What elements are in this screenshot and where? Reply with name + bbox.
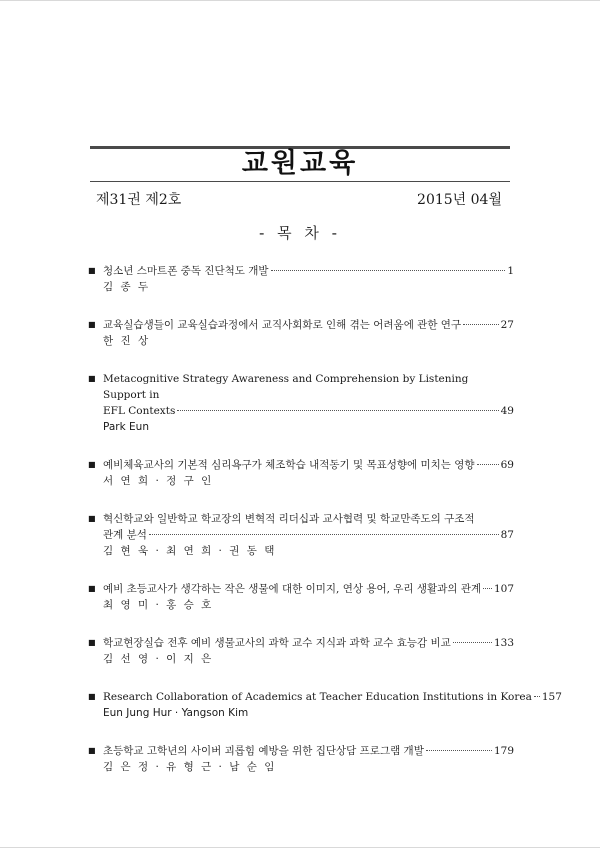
article-title: 혁신학교와 일반학교 학교장의 변혁적 리더십과 교사협력 및 학교만족도의 구조적 <box>103 513 475 525</box>
toc-entry[interactable] <box>88 263 514 295</box>
dot-leader <box>149 534 499 535</box>
dot-leader <box>177 410 498 411</box>
square-bullet-icon: ■ <box>88 460 96 469</box>
article-authors: 김 선 영 · 이 지 은 <box>103 653 214 665</box>
article-authors: 한 진 상 <box>103 335 151 347</box>
toc-entry[interactable] <box>88 743 514 775</box>
square-bullet-icon: ■ <box>88 514 96 523</box>
article-title: Research Collaboration of Academics at Teacher Education Institutions in Korea <box>103 691 532 703</box>
dot-leader <box>426 750 492 751</box>
article-authors: 김 종 두 <box>103 281 151 293</box>
article-title: 교육실습생들이 교육실습과정에서 교직사회화로 인해 겪는 어려움에 관한 연구 <box>103 319 462 331</box>
page-number: 27 <box>500 319 514 331</box>
article-authors: 최 영 미 · 홍 승 호 <box>103 599 214 611</box>
toc-entry[interactable] <box>88 457 514 489</box>
article-title: 예비 초등교사가 생각하는 작은 생물에 대한 이미지, 연상 용어, 우리 생활과의 관계 <box>103 583 482 595</box>
dot-leader <box>271 270 506 271</box>
article-authors: Eun Jung Hur · Yangson Kim <box>103 707 249 719</box>
article-authors: 서 연 희 · 정 구 인 <box>103 475 214 487</box>
toc-entry[interactable] <box>88 511 514 559</box>
page-number: 87 <box>500 529 514 541</box>
article-title: 학교현장실습 전후 예비 생물교사의 과학 교수 지식과 과학 교수 효능감 비교 <box>103 637 451 649</box>
article-title-continued: EFL Contexts <box>103 405 176 417</box>
toc-heading: - 목 차 - <box>258 224 342 242</box>
square-bullet-icon: ■ <box>88 374 96 383</box>
dot-leader <box>483 588 492 589</box>
toc-entry[interactable] <box>88 581 514 613</box>
journal-title: 교원교육 <box>241 148 359 179</box>
toc-entry[interactable] <box>88 371 514 435</box>
square-bullet-icon: ■ <box>88 266 96 275</box>
article-title-continued: 관계 분석 <box>103 529 147 541</box>
square-bullet-icon: ■ <box>88 584 96 593</box>
page-number: 179 <box>493 745 514 757</box>
toc-entry[interactable] <box>88 635 514 667</box>
article-authors: 김 은 정 · 유 형 근 · 남 순 임 <box>103 761 277 773</box>
publication-date: 2015년 04월 <box>417 192 502 208</box>
header-rule-bottom <box>90 181 510 182</box>
page-border-top <box>0 0 600 1</box>
square-bullet-icon: ■ <box>88 746 96 755</box>
square-bullet-icon: ■ <box>88 692 96 701</box>
article-title: 청소년 스마트폰 중독 진단척도 개발 <box>103 265 269 277</box>
article-authors: Park Eun <box>103 421 149 433</box>
dot-leader <box>534 696 540 697</box>
page-number: 133 <box>493 637 514 649</box>
page-number: 1 <box>507 265 514 277</box>
article-title: Metacognitive Strategy Awareness and Comprehension by Listening Support in <box>103 373 469 401</box>
article-title: 초등학교 고학년의 사이버 괴롭힘 예방을 위한 집단상담 프로그램 개발 <box>103 745 424 757</box>
square-bullet-icon: ■ <box>88 638 96 647</box>
volume-issue: 제31권 제2호 <box>96 192 182 208</box>
toc-entry[interactable] <box>88 689 562 721</box>
page-number: 49 <box>500 405 514 417</box>
article-authors: 김 현 욱 · 최 연 희 · 권 동 택 <box>103 545 277 557</box>
article-title: 예비체육교사의 기본적 심리욕구가 체조학습 내적동기 및 목표성향에 미치는 영향 <box>103 459 475 471</box>
table-of-contents <box>88 263 562 797</box>
dot-leader <box>477 464 499 465</box>
dot-leader <box>453 642 492 643</box>
page-number: 157 <box>541 691 562 703</box>
square-bullet-icon: ■ <box>88 320 96 329</box>
page-number: 107 <box>493 583 514 595</box>
dot-leader <box>463 324 499 325</box>
page-number: 69 <box>500 459 514 471</box>
toc-entry[interactable] <box>88 317 514 349</box>
